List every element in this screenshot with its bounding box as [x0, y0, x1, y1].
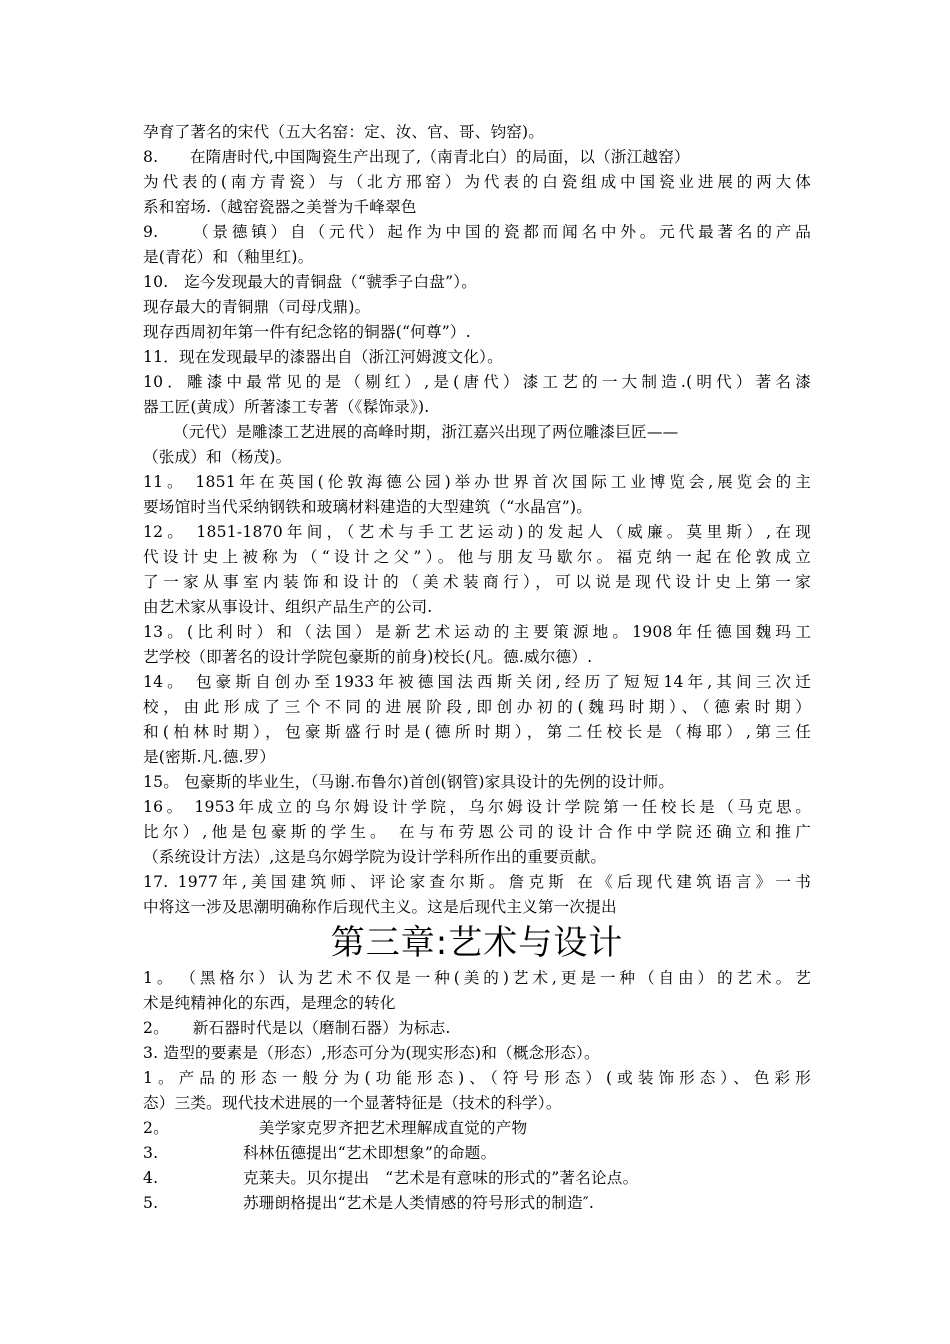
text-line: 艺学校（即著名的设计学院包豪斯的前身)校长(凡。德.威尔德）.: [143, 648, 593, 666]
text-line: 现存最大的青铜鼎（司母戊鼎)。: [143, 298, 371, 316]
text-line: 要场馆时当代采纳钢铁和玻璃材料建造的大型建筑（“水晶宫”)。: [143, 498, 593, 516]
text-line: 10．雕漆中最常见的是（剔红）,是(唐代）漆工艺的一大制造.(明代）著名漆: [143, 373, 811, 391]
text-line: 12。 1851-1870年间，（艺术与手工艺运动)的发起人（威廉。莫里斯）,在现: [143, 523, 811, 541]
item-number: 5.: [143, 1194, 159, 1212]
item-number: 4.: [143, 1169, 159, 1187]
tabbed-line: [143, 1191, 811, 1216]
document-page: [143, 120, 811, 1216]
item-text: 克莱夫。贝尔提出 “艺术是有意味的形式的”著名论点。: [243, 1169, 639, 1187]
text-line: 14。 包豪斯自创办至1933年被德国法西斯关闭,经历了短短14年,其间三次迁: [143, 673, 811, 691]
text-line: 为代表的(南方青瓷）与（北方邢窑）为代表的白瓷组成中国瓷业进展的两大体: [143, 173, 811, 191]
item-text: 苏珊朗格提出“艺术是人类情感的符号形式的制造″.: [243, 1194, 595, 1212]
item-text: 美学家克罗齐把艺术理解成直觉的产物: [243, 1119, 528, 1137]
text-line: （张成）和（杨茂)。: [143, 448, 292, 466]
text-line: 孕育了著名的宋代（五大名窑：定、汝、官、哥、钧窑)。: [143, 123, 545, 141]
item-number: 3.: [143, 1144, 159, 1162]
text-line: 现存西周初年第一件有纪念铭的铜器(“何尊”）.: [143, 323, 471, 341]
text-line: 了一家从事室内装饰和设计的（美术装商行），可以说是现代设计史上第一家: [143, 573, 811, 591]
text-line: 是(青花）和（釉里红)。: [143, 248, 314, 266]
text-line: 17. 1977年,美国建筑师、评论家查尔斯。詹克斯 在《后现代建筑语言》一书: [143, 873, 811, 891]
text-line: 是(密斯.凡.德.罗）: [143, 748, 276, 766]
text-line: 11。 1851年在英国(伦敦海德公园)举办世界首次国际工业博览会,展览会的主: [143, 473, 811, 491]
text-block-bottom: [143, 966, 811, 1216]
text-line: 16。 1953年成立的乌尔姆设计学院，乌尔姆设计学院第一任校长是（马克思。: [143, 798, 811, 816]
text-line: 和(柏林时期），包豪斯盛行时是(德所时期），第二任校长是（梅耶）,第三任: [143, 723, 811, 741]
chapter-title: 第三章:艺术与设计: [330, 923, 624, 963]
tabbed-line: [143, 1166, 811, 1191]
text-line: 9. （景德镇）自（元代）起作为中国的瓷都而闻名中外。元代最著名的产品: [143, 223, 811, 241]
text-line: 代设计史上被称为（“设计之父”）。他与朋友马歇尔。福克纳一起在伦敦成立: [143, 548, 811, 566]
text-line: 术是纯精神化的东西，是理念的转化: [143, 994, 396, 1012]
text-line: 15。 包豪斯的毕业生，（马谢.布鲁尔)首创(钢管)家具设计的先例的设计师。: [143, 773, 675, 791]
text-line: 态）三类。现代技术进展的一个显著特征是（技术的科学）。: [143, 1094, 562, 1112]
text-line: 器工匠(黄成）所著漆工专著（《髹饰录》).: [143, 398, 430, 416]
tabbed-line: [143, 1116, 811, 1141]
text-line: （元代）是雕漆工艺进展的高峰时期，浙江嘉兴出现了两位雕漆巨匠——: [173, 423, 679, 441]
text-line: 8. 在隋唐时代,中国陶瓷生产出现了,（南青北白）的局面，以（浙江越窑）: [143, 148, 690, 166]
text-line: 13。(比利时）和（法国）是新艺术运动的主要策源地。1908年任德国魏玛工: [143, 623, 811, 641]
text-line: （系统设计方法）,这是乌尔姆学院为设计学科所作出的重要贡献。: [143, 848, 607, 866]
text-line: 校，由此形成了三个不同的进展阶段,即创办初的(魏玛时期）、（德索时期）: [143, 698, 811, 716]
text-line: 2。 新石器时代是以（磨制石器）为标志.: [143, 1019, 451, 1037]
text-line: 3. 造型的要素是（形态）,形态可分为(现实形态)和（概念形态）。: [143, 1044, 600, 1062]
text-line: 比尔）,他是包豪斯的学生。 在与布劳恩公司的设计合作中学院还确立和推广: [143, 823, 811, 841]
text-line: 1。产品的形态一般分为(功能形态)、（符号形态）(或装饰形态）、色彩形: [143, 1069, 811, 1087]
text-line: 1。 （黑格尔）认为艺术不仅是一种(美的)艺术,更是一种（自由）的艺术。艺: [143, 969, 811, 987]
text-line: 10. 迄今发现最大的青铜盘（“虢季子白盘”）。: [143, 273, 478, 291]
text-block-top: [143, 120, 811, 920]
text-line: 由艺术家从事设计、组织产品生产的公司.: [143, 598, 433, 616]
item-text: 科林伍德提出“艺术即想象”的命题。: [243, 1144, 497, 1162]
tabbed-line: [143, 1141, 811, 1166]
text-line: 中将这一涉及思潮明确称作后现代主义。这是后现代主义第一次提出: [143, 898, 617, 916]
text-line: 系和窑场.（越窑瓷器之美誉为千峰翠色: [143, 198, 417, 216]
text-line: 11．现在发现最早的漆器出自（浙江河姆渡文化）。: [143, 348, 503, 366]
item-number: 2。: [143, 1119, 169, 1137]
